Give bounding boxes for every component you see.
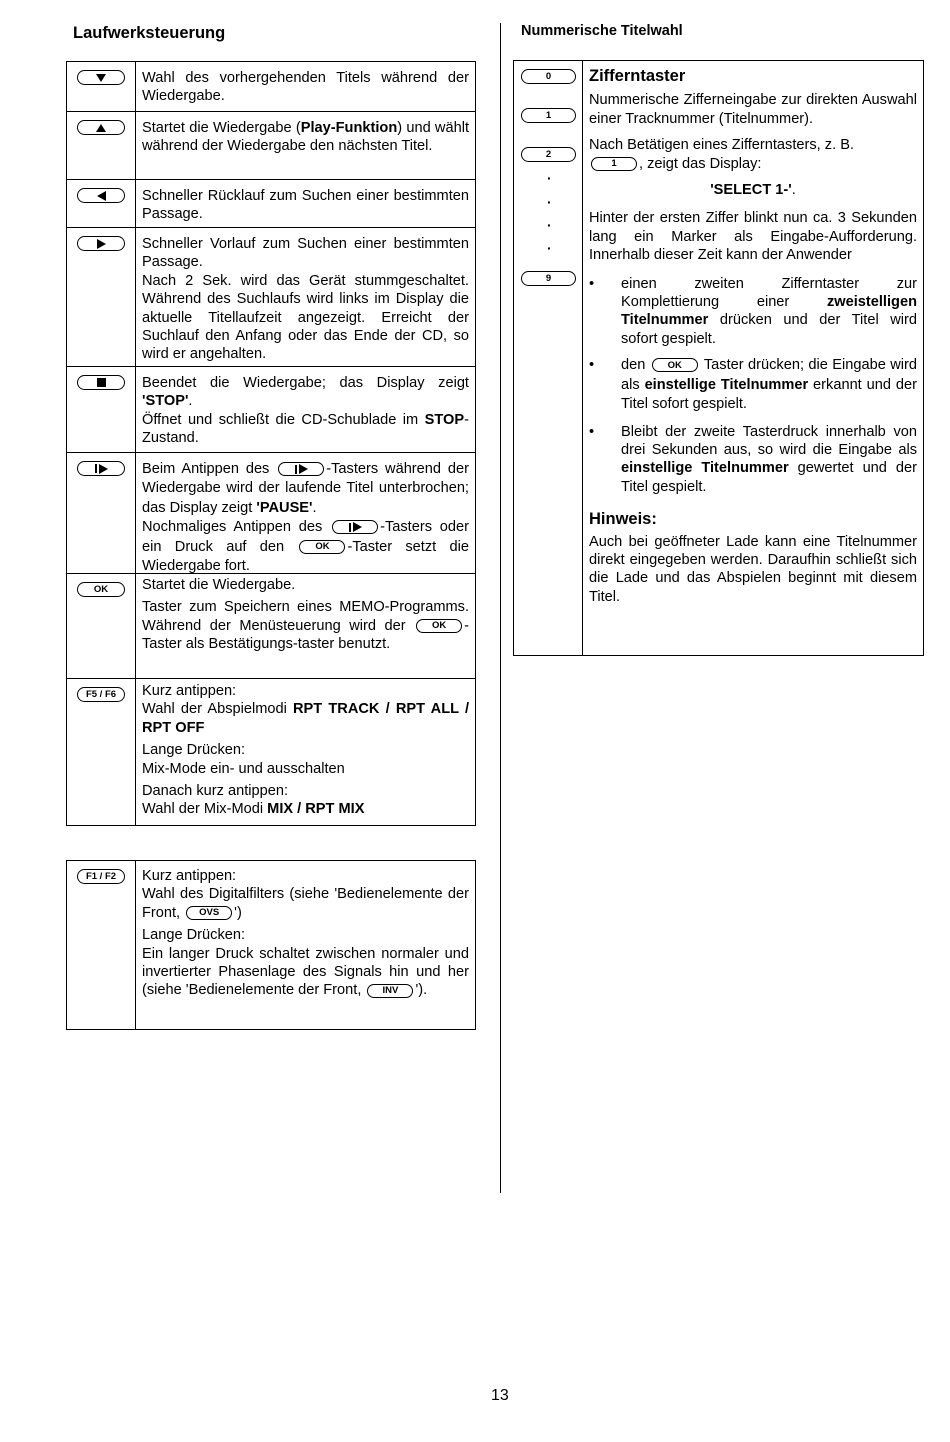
forward-key-icon	[77, 236, 125, 251]
ellipsis-dot: ·	[547, 217, 552, 233]
key-cell	[67, 574, 136, 678]
table-row	[67, 861, 475, 1030]
ok-key-icon: OK	[299, 540, 345, 554]
key-cell	[67, 180, 136, 227]
numeric-selection-table	[513, 60, 924, 656]
display-readout: 'SELECT 1-'.	[710, 182, 796, 199]
table-row	[67, 679, 475, 826]
section-title: Zifferntaster	[589, 67, 686, 85]
digit-1-key-icon: 1	[591, 157, 637, 171]
row-description: Startet die Wiedergabe. Taster zum Speichern eines MEMO-Programms. Während der Menüsteuerung wird der OK -Taster als Bestätigungs-taster benutzt.	[142, 577, 469, 653]
hint-text: Auch bei geöffneter Lade kann eine Titelnummer direkt eingegeben werden. Daraufhin schließt sich die Lade und das Abspielen beginnt mit diesem Titel.	[589, 533, 917, 605]
row-description: Kurz antippen: Wahl des Digitalfilters (siehe 'Bedienelemente der Front, OVS ') Lange Drücken: Ein langer Druck schaltet zwischen normaler und invertierter Phasenlage des Signals hin und her (siehe 'Bedienelemente der Front, INV ').	[142, 868, 469, 999]
key-cell	[67, 453, 136, 573]
ellipsis-dot: ·	[547, 194, 552, 210]
row-description: Beim Antippen des -Tasters während der Wiedergabe wird der laufende Titel unterbrochen; das Display zeigt 'PAUSE'. Nochmaliges Antippen des -Tasters oder ein Druck auf den OK -Taster setzt die Wiedergabe fort.	[142, 461, 469, 575]
up-key-icon	[77, 120, 125, 135]
key-cell	[67, 679, 136, 825]
table-row	[67, 62, 475, 112]
table-row	[67, 228, 475, 367]
inv-key-icon: INV	[367, 984, 413, 998]
rewind-key-icon	[77, 188, 125, 203]
f5-f6-key-icon: F5 / F6	[77, 687, 125, 702]
play-pause-key-icon	[77, 461, 125, 476]
row-description: Beendet die Wiedergabe; das Display zeigt 'STOP'. Öffnet und schließt die CD-Schublade im STOP-Zustand.	[142, 375, 469, 447]
f1-f2-key-icon: F1 / F2	[77, 869, 125, 884]
list-item: • Bleibt der zweite Tasterdruck innerhalb von drei Sekunden aus, so wird die Eingabe als einstellige Titelnummer gewertet und der Titel gespielt.	[589, 423, 917, 495]
transport-controls-table	[66, 61, 476, 826]
filter-controls-table	[66, 860, 476, 1030]
key-cell	[67, 112, 136, 179]
row-description: Wahl des vorhergehenden Titels während der Wiedergabe.	[142, 70, 469, 105]
table-row	[67, 453, 475, 574]
table-row	[67, 112, 475, 180]
ellipsis-dot: ·	[547, 170, 552, 186]
key-cell	[67, 62, 136, 111]
digit-0-key-icon: 0	[521, 69, 576, 84]
row-description: Schneller Vorlauf zum Suchen einer bestimmten Passage. Nach 2 Sek. wird das Gerät stummgeschaltet. Während des Suchlaufs wird links im Display die aktuelle Titellaufzeit angezeigt. Erreicht der Suchlauf den Anfang oder das Ende der CD, so wird er angehalten.	[142, 236, 469, 363]
hint-title: Hinweis:	[589, 510, 657, 529]
ellipsis-dot: ·	[547, 240, 552, 256]
ok-key-icon: OK	[77, 582, 125, 597]
section-heading-right: Nummerische Titelwahl	[521, 23, 683, 39]
table-row	[514, 61, 923, 656]
list-item: • den OK Taster drücken; die Eingabe wird als einstellige Titelnummer erkannt und der Titel sofort gespielt.	[589, 357, 917, 413]
numeric-description: Zifferntaster Nummerische Zifferneingabe zur direkten Auswahl einer Tracknummer (Titelnummer). Nach Betätigen eines Zifferntasters, z. B. 1 , zeigt das Display: 'SELECT 1-'. Hinter der ersten Ziffer blinkt nun ca. 3 Sekunden lang ein Marker als Eingabe-Aufforderung. Innerhalb dieser Zeit kann der Anwender • einen zweiten Zifferntaster zur Komplettierung einer zweistelligen Titelnummer drücken und der Titel wird sofort gespielt. • den OK Taster drücken; die Eingabe wird als einstellige Titelnummer erkannt und der Titel sofort gespielt. • Bleibt der zweite Tasterdruck innerhalb von drei Sekunden aus, so wird die Eingabe als einstellige Titelnummer gewertet und der Titel gespielt. Hinweis: Auch bei geöffneter Lade kann eine Titelnummer direkt eingegeben werden. Daraufhin schließt sich die Lade und das Abspielen beginnt mit diesem Titel.	[589, 67, 917, 605]
ovs-key-icon: OVS	[186, 906, 232, 920]
play-pause-key-icon	[278, 462, 324, 476]
stop-key-icon	[77, 375, 125, 390]
digit-1-key-icon: 1	[521, 108, 576, 123]
column-divider	[500, 23, 501, 1193]
page-number: 13	[491, 1387, 509, 1404]
row-description: Schneller Rücklauf zum Suchen einer bestimmten Passage.	[142, 188, 469, 223]
key-cell	[67, 228, 136, 366]
ok-key-icon: OK	[416, 619, 462, 633]
table-row	[67, 180, 475, 228]
key-cell	[67, 861, 136, 1029]
key-cell	[514, 61, 583, 655]
section-heading-left: Laufwerksteuerung	[73, 24, 226, 42]
row-description: Startet die Wiedergabe (Play-Funktion) und wählt während der Wiedergabe den nächsten Titel.	[142, 120, 469, 155]
table-row	[67, 367, 475, 453]
digit-2-key-icon: 2	[521, 147, 576, 162]
row-description: Kurz antippen: Wahl der Abspielmodi RPT TRACK / RPT ALL / RPT OFF Lange Drücken: Mix-Mode ein- und ausschalten Danach kurz antippen: Wahl der Mix-Modi MIX / RPT MIX	[142, 683, 469, 818]
key-cell	[67, 367, 136, 452]
down-key-icon	[77, 70, 125, 85]
digit-9-key-icon: 9	[521, 271, 576, 286]
ok-key-icon: OK	[652, 358, 698, 372]
list-item: • einen zweiten Zifferntaster zur Komplettierung einer zweistelligen Titelnummer drücken und der Titel wird sofort gespielt.	[589, 275, 917, 347]
play-pause-key-icon	[332, 520, 378, 534]
table-row	[67, 574, 475, 679]
